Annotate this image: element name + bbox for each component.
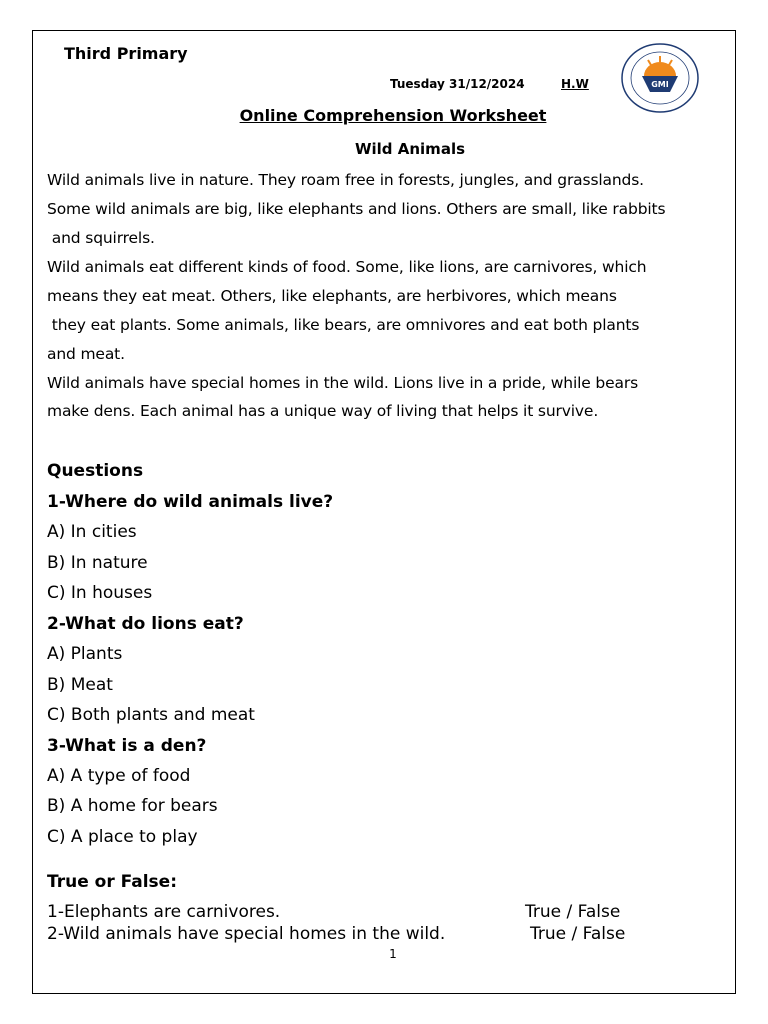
- passage-line: Wild animals eat different kinds of food. Some, like lions, are carnivores, which: [47, 258, 647, 276]
- homework-label: H.W: [561, 77, 589, 91]
- tf-choices-2: True / False: [530, 924, 626, 944]
- option-1a: A) In cities: [47, 522, 137, 542]
- passage-line: and meat.: [47, 345, 125, 363]
- option-3b: B) A home for bears: [47, 796, 218, 816]
- question-1: 1-Where do wild animals live?: [47, 492, 334, 512]
- tf-choices-1: True / False: [525, 902, 621, 922]
- option-2a: A) Plants: [47, 644, 123, 664]
- questions-heading: Questions: [47, 461, 144, 481]
- option-1b: B) In nature: [47, 553, 148, 573]
- tf-statement-1: 1-Elephants are carnivores.: [47, 902, 281, 922]
- date-label: Tuesday 31/12/2024: [390, 77, 525, 91]
- passage-line: Wild animals have special homes in the wild. Lions live in a pride, while bears: [47, 374, 638, 392]
- option-3c: C) A place to play: [47, 827, 198, 847]
- school-logo: [620, 42, 700, 114]
- grade-label: Third Primary: [64, 44, 188, 63]
- question-3: 3-What is a den?: [47, 736, 207, 756]
- question-2: 2-What do lions eat?: [47, 614, 244, 634]
- passage-line: they eat plants. Some animals, like bears, are omnivores and eat both plants: [47, 316, 640, 334]
- passage-line: means they eat meat. Others, like elephants, are herbivores, which means: [47, 287, 617, 305]
- passage-line: Some wild animals are big, like elephants and lions. Others are small, like rabbits: [47, 200, 666, 218]
- passage-line: and squirrels.: [47, 229, 155, 247]
- logo-text: GMI: [651, 80, 669, 89]
- option-3a: A) A type of food: [47, 766, 191, 786]
- option-2b: B) Meat: [47, 675, 113, 695]
- page-number: 1: [389, 947, 397, 961]
- true-false-heading: True or False:: [47, 872, 178, 892]
- option-2c: C) Both plants and meat: [47, 705, 255, 725]
- passage-line: Wild animals live in nature. They roam free in forests, jungles, and grasslands.: [47, 171, 644, 189]
- option-1c: C) In houses: [47, 583, 153, 603]
- passage-line: make dens. Each animal has a unique way of living that helps it survive.: [47, 402, 599, 420]
- topic-title: Wild Animals: [354, 140, 466, 158]
- tf-statement-2: 2-Wild animals have special homes in the wild.: [47, 924, 446, 944]
- worksheet-title: Online Comprehension Worksheet: [239, 106, 547, 125]
